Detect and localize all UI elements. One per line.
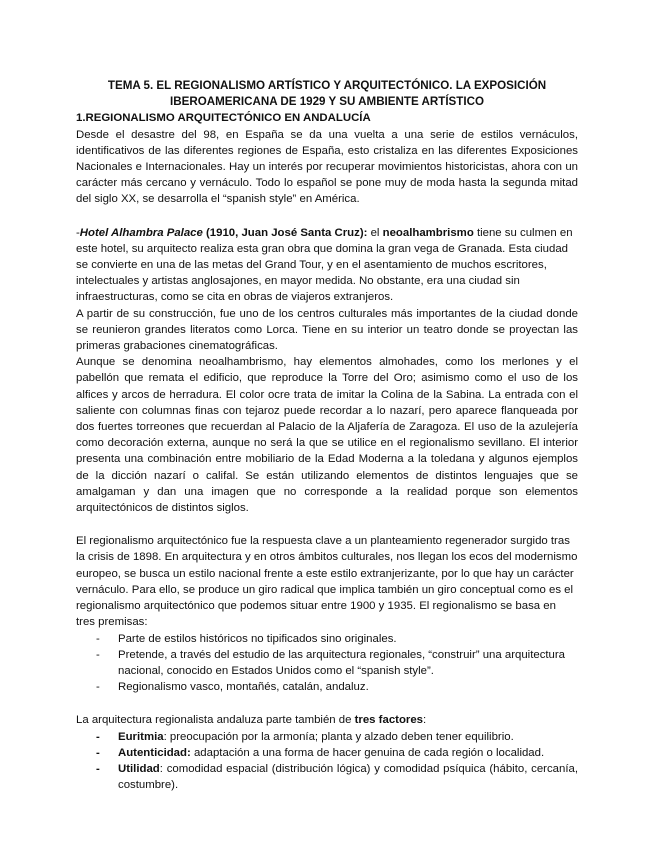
hotel-info: (1910, Juan José Santa Cruz): xyxy=(202,226,368,239)
style-name: neoalhambrismo xyxy=(382,226,474,239)
factor-text: : comodidad espacial (distribución lógica) y comodidad psíquica (hábito, cercanía, costumbre). xyxy=(118,762,578,792)
spacer xyxy=(76,516,578,533)
neoalhambrismo-paragraph: Aunque se denomina neoalhambrismo, hay elementos almohades, como los merlones y el pabellón que remata el edificio, que reproduce la Torre del Oro; asimismo como el uso de los alfices y arcos de herradura. El color ocre trata de imitar la Colina de la Sabina. La entrada con el saliente con columnas finas con tejaroz puede recordar a lo nazarí, pero aparece flanqueada por dos fuertes torreones que recuerdan al Palacio de la Aljafería de Zaragoza. El uso de la azulejería como decoración externa, aunque no será la que se utilice en el regionalismo sevillano. El interior presenta una combinación entre mobiliario de la Edad Moderna a la toledana y algunos ejemplos de la dicción nazarí o califal. Se están utilizando elementos de distintos lenguajes que se amalgaman y dan una imagen que no corresponde a la realidad porque son elementos arquitectónicos de distintos siglos. xyxy=(76,356,578,515)
factores-list xyxy=(76,729,578,794)
factores-intro xyxy=(76,712,578,728)
factores-intro-bold: tres factores xyxy=(354,714,424,727)
hotel-name: Hotel Alhambra Palace xyxy=(79,226,203,239)
document-page xyxy=(76,78,578,793)
document-title xyxy=(76,78,578,110)
construction-paragraph: A partir de su construcción, fue uno de los centros culturales más importantes de la ciudad donde se reunieron grandes literatos como Lorca. Tiene en su interior un teatro donde se proyectan las primeras grabaciones cinematográficas. xyxy=(76,307,578,353)
list-item xyxy=(118,729,578,745)
factores-intro-end: : xyxy=(423,714,427,727)
factor-term: Autenticidad: xyxy=(118,746,191,759)
list-item: - Regionalismo vasco, montañés, catalán, andaluz. xyxy=(118,679,578,695)
factor-text: : preocupación por la armonía; planta y alzado deben tener equilibrio. xyxy=(163,730,514,743)
list-item xyxy=(118,761,578,793)
list-item: - Parte de estilos históricos no tipificados sino originales. xyxy=(118,631,578,647)
section-heading: 1.REGIONALISMO ARQUITECTÓNICO EN ANDALUCÍA xyxy=(76,112,371,125)
list-item: - Pretende, a través del estudio de las arquitectura regionales, “construir” una arquitectura nacional, conocido en Estados Unidos como el “spanish style”. xyxy=(118,647,578,679)
regionalismo-paragraph: El regionalismo arquitectónico fue la respuesta clave a un planteamiento regenerador surgido tras la crisis de 1898. En arquitectura y en otros ámbitos culturales, nos llegan los ecos del modernismo europeo, se busca un estilo nacional frente a este estilo extranjerizante, por lo que hay un carácter vernáculo. Para ello, se produce un giro radical que implica también un giro conceptual como es el regionalismo arquitectónico que podemos situar entre 1900 y 1935. El regionalismo se basa en tres premisas: xyxy=(76,535,578,629)
factor-term: Utilidad xyxy=(118,762,160,775)
intro-paragraph: Desde el desastre del 98, en España se da una vuelta a una serie de estilos vernáculos, identificativos de las diferentes regiones de España, esto cristaliza en las diferentes Exposiciones Nacionales e Internacionales. Hay un interés por recuperar movimientos historicistas, ahora con un carácter más cercano y vernáculo. Todo lo español se pone muy de moda hasta la segunda mitad del siglo XX, se desarrolla el “spanish style” en América. xyxy=(76,128,578,206)
factor-term: Euritmia xyxy=(118,730,164,743)
hotel-text-1: el xyxy=(367,226,383,239)
premisas-list xyxy=(76,631,578,696)
title-line-1: TEMA 5. EL REGIONALISMO ARTÍSTICO Y ARQUITECTÓNICO. LA EXPOSICIÓN xyxy=(107,79,547,92)
hotel-paragraph xyxy=(76,225,578,306)
factor-text: adaptación a una forma de hacer genuina de cada región o localidad. xyxy=(190,746,545,759)
spacer xyxy=(76,695,578,712)
spacer xyxy=(76,208,578,225)
factores-intro-text: La arquitectura regionalista andaluza parte también de xyxy=(76,714,355,727)
dash-marker: - xyxy=(76,226,80,239)
title-line-2: IBEROAMERICANA DE 1929 Y SU AMBIENTE ARTÍSTICO xyxy=(170,95,484,109)
hotel-text-2: tiene su culmen en este hotel, su arquitecto realiza esta gran obra que domina la gran vega de Granada. Esta ciudad se convierte en una de las metas del Grand Tour, y en el asentamiento de muchos escritores, intelectuales y artistas anglosajones, en mayor medida. No obstante, era una ciudad sin infraestructuras, como se cita en obras de viajeros extranjeros. xyxy=(76,226,573,304)
list-item xyxy=(118,745,578,761)
